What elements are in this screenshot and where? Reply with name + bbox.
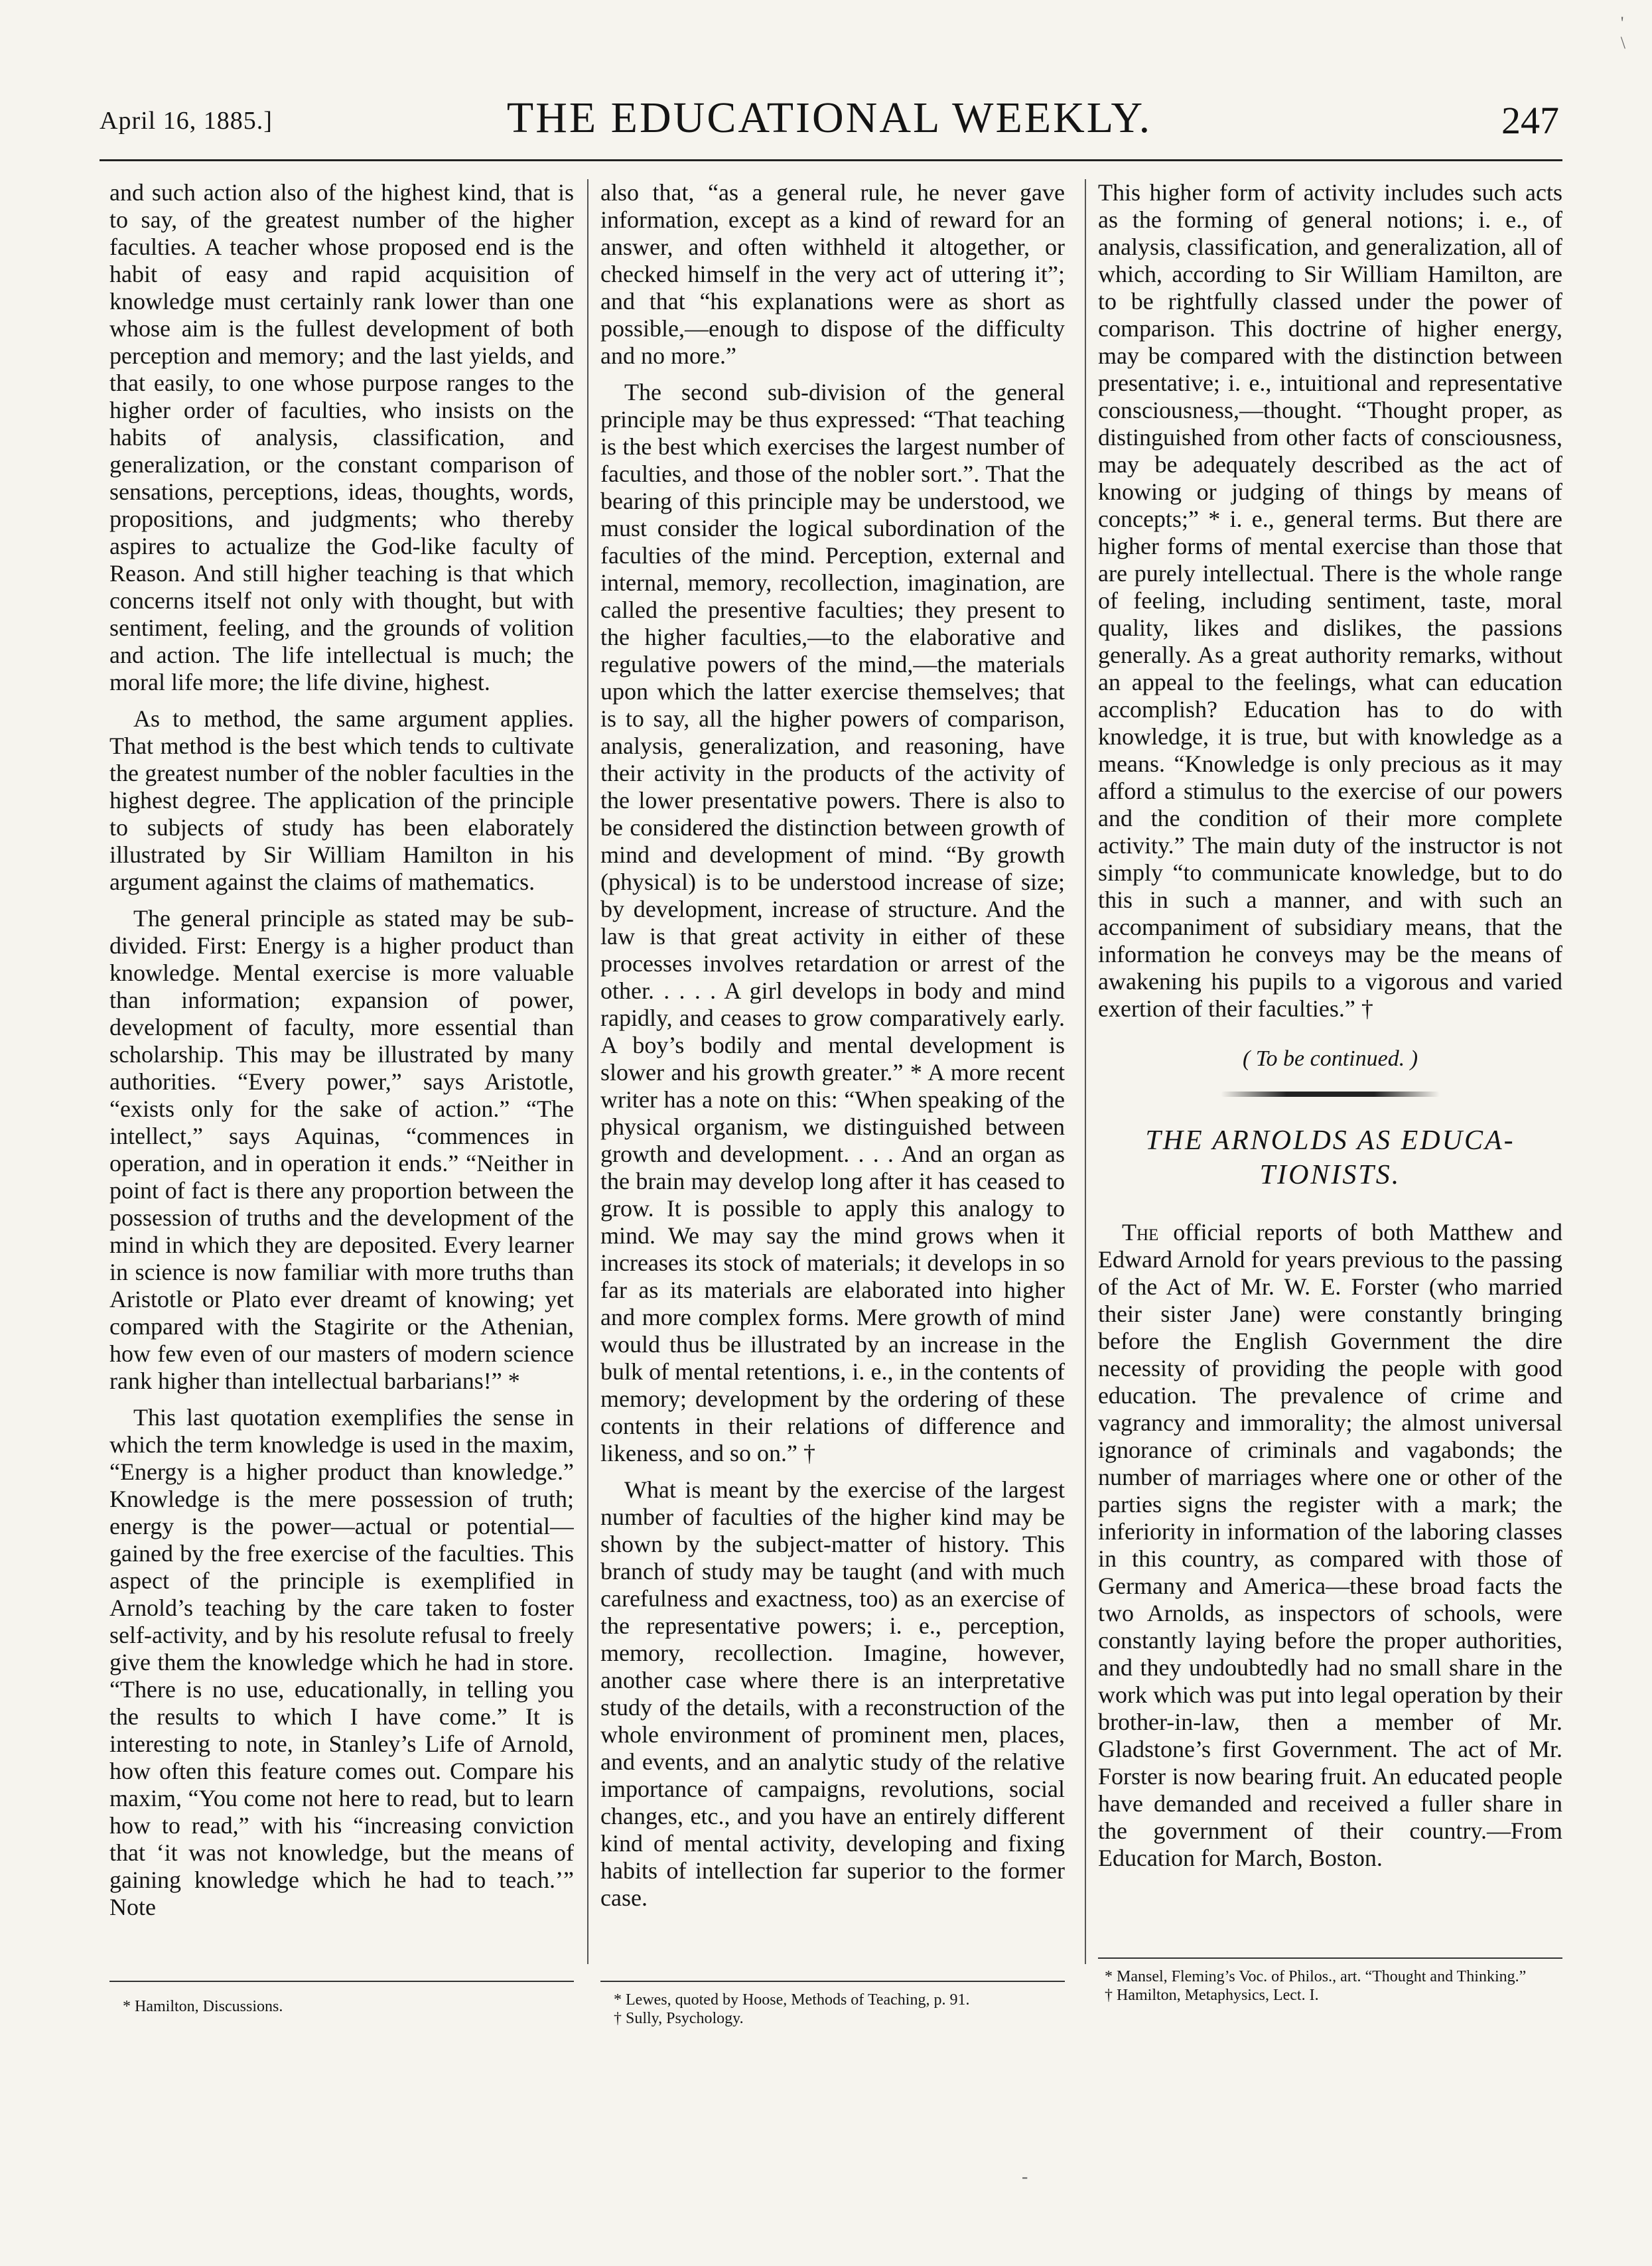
footnotes-col2 — [614, 1991, 969, 2028]
footnotes-col1 — [123, 1997, 283, 2016]
footnote-lewes: * Lewes, quoted by Hoose, Methods of Teaching, p. 91. — [614, 1991, 970, 2009]
article-title-line-2: TIONISTS. — [1259, 1160, 1401, 1190]
col3-paragraph-1: This higher form of activity includes such acts as the forming of general notions; i. e., of analysis, classification, and generalization, all of which, according to Sir William Hamilton, are to be rightfully classed under the power of comparison. This doctrine of higher energy, may be compared with the distinction between presentative; i. e., intuitional and representative consciousness,—thought. “Thought proper, as distinguished from other facts of consciousness, may be adequately described as the act of knowing or judging of things by means of concepts;” * i. e., general terms. But there are higher forms of mental exercise than those that are purely intellectual. There is the whole range of feeling, including sentiment, taste, moral quality, likes and dislikes, the passions generally. As a great authority remarks, without an appeal to the feelings, what can education accomplish? Education has to do with knowledge, it is true, but with knowledge as a means. “Knowledge is only precious as it may afford a stimulus to the exercise of our powers and the condition of their more complete activity.” The main duty of the instructor is not simply “to communicate knowledge, but to do this in such a manner, and with such an accompaniment of subsidiary means, that the information he conveys may be the means of awakening his pupils to a vigorous and varied exertion of their faculties.” † — [1098, 179, 1562, 1022]
column-divider-1 — [587, 179, 588, 1964]
margin-mark: ' \ — [1620, 13, 1625, 52]
col2-paragraph-1: also that, “as a general rule, he never gave information, except as a kind of reward for an answer, and often withheld it altogether, or checked himself in the very act of uttering it”; and that “his explanations were as short as possible,—enough to dispose of the difficulty and no more.” — [600, 179, 1065, 369]
footnote-rule-3 — [1098, 1957, 1562, 1959]
col1-paragraph-3: The general principle as stated may be sub-divided. First: Energy is a higher product than knowledge. Mental exercise is more valuable than information; expansion of power, development of faculty, more essential than scholarship. This may be illustrated by many authorities. “Every power,” says Aristotle, “exists only for the sake of action.” “The intellect,” says Aquinas, “commences in operation, and in operation it ends.” “Neither in point of fact is there any proportion between the possession of truths and the development of the mind in which they are deposited. Every learner in science is now familiar with more truths than Aristotle or Plato ever dreamt of knowing; yet compared with the Stagirite or the Athenian, how few even of our masters of modern science rank higher than intellectual barbarians!” * — [109, 905, 574, 1394]
footnote-rule-1 — [109, 1981, 574, 1982]
column-2 — [600, 179, 1065, 2236]
issue-date: April 16, 1885.] — [100, 107, 273, 135]
footnote-hamilton-discussions: * Hamilton, Discussions. — [123, 1998, 283, 2015]
col2-paragraph-2: The second sub-division of the general principle may be thus expressed: “That teaching is the best which exercises the largest number of faculties, and those of the nobler sort.”. That the bearing of this principle may be understood, we must consider the logical subordination of the faculties of the mind. Perception, external and internal, memory, recollection, imagination, are called the presentive faculties; they present to the higher faculties,—to the elaborative and regulative powers of the mind,—the materials upon which the latter exercise themselves; that is to say, all the higher powers of comparison, analysis, generalization, and reasoning, have their activity in the products of the activity of the lower presentative powers. There is also to be considered the distinction between growth of mind and development of mind. “By growth (physical) is to be understood increase of size; by development, increase of structure. And the law is that great activity in either of these processes involves retardation or arrest of the other. . . . . A girl develops in body and mind rapidly, and ceases to grow comparatively early. A boy’s bodily and mental development is slower and his growth greater.” * A more recent writer has a note on this: “When speaking of the physical organism, we distinguished between growth and development. . . . And an organ as the brain may develop long after it has ceased to grow. It is possible to apply this analogy to mind. We may say the mind grows when it increases its stock of materials; it develops in so far as its materials are elaborated into higher and more complex forms. Mere growth of mind would thus be illustrated by an increase in the bulk of mental retentions, i. e., in the contents of memory; development by the ordering of these contents in their relations of difference and likeness, and so on.” † — [600, 379, 1065, 1466]
col1-paragraph-4: This last quotation exemplifies the sense in which the term knowledge is used in the maxim, “Energy is a higher product than knowledge.” Knowledge is the mere possession of truth; energy is the power—actual or potential—gained by the free exercise of the faculties. This aspect of the principle is exemplified in Arnold’s teaching by the care taken to foster self-activity, and by his resolute refusal to freely give them the knowledge which he had in store. “There is no use, educationally, in telling you the results to which I have come.” It is interesting to note, in Stanley’s Life of Arnold, how often this feature comes out. Compare his maxim, “You come not here to read, but to learn how to read,” with his “increasing conviction that ‘it was not knowledge, but the means of gaining knowledge which he had to teach.’” Note — [109, 1404, 574, 1920]
footnote-mansel: * Mansel, Fleming’s Voc. of Philos., art. “Thought and Thinking.” — [1105, 1968, 1527, 1985]
footnote-sully: † Sully, Psychology. — [614, 2010, 744, 2027]
ornamental-rule — [1221, 1092, 1440, 1097]
column-3 — [1098, 179, 1562, 2236]
page-bottom-mark: - — [1022, 2166, 1028, 2187]
article-title — [1098, 1123, 1562, 1192]
page-number: 247 — [1501, 99, 1559, 142]
col2-paragraph-3: What is meant by the exercise of the largest number of faculties of the higher kind may be shown by the subject-matter of history. This branch of study may be taught (and with much carefulness and exactness, too) as an exercise of the representative powers; i. e., perception, memory, recollection. Imagine, however, another case where there is an interpretative study of the details, with a reconstruction of the whole environment of prominent men, places, and events, and an analytic study of the relative importance of campaigns, revolutions, social changes, etc., and you have an entirely different kind of mental activity, developing and fixing habits of intellection far superior to the former case. — [600, 1476, 1065, 1911]
article-title-line-1: THE ARNOLDS AS EDUCA- — [1145, 1125, 1515, 1156]
column-1 — [109, 179, 574, 2236]
col1-paragraph-1: and such action also of the highest kind, that is to say, of the greatest number of the higher faculties. A teacher whose proposed end is the habit of easy and rapid acquisition of knowledge must certainly rank lower than one whose aim is the fullest development of both perception and memory; and the last yields, and that easily, to one whose purpose ranges to the higher order of faculties, who insists on the habits of analysis, classification, and generalization, or the constant comparison of sensations, perceptions, ideas, thoughts, words, propositions, and judgments; who thereby aspires to actualize the God-like faculty of Reason. And still higher teaching is that which concerns itself not only with thought, but with sentiment, feeling, and the grounds of volition and action. The life intellectual is much; the moral life more; the life divine, highest. — [109, 179, 574, 695]
footnote-hamilton-metaphysics: † Hamilton, Metaphysics, Lect. I. — [1105, 1987, 1319, 2004]
column-divider-2 — [1085, 179, 1086, 1964]
publication-title: THE EDUCATIONAL WEEKLY. — [506, 94, 1152, 142]
header-rule — [100, 159, 1562, 161]
col1-paragraph-2: As to method, the same argument applies. That method is the best which tends to cultivate the greatest number of the nobler faculties in the highest degree. The application of the principle to subjects of study has been elaborately illustrated by Sir William Hamilton in his argument against the claims of mathematics. — [109, 705, 574, 895]
to-be-continued: ( To be continued. ) — [1242, 1046, 1418, 1071]
footnotes-col3 — [1105, 1967, 1562, 2005]
lead-word: The — [1122, 1219, 1159, 1245]
col3-paragraph-2-text: official reports of both Matthew and Edward Arnold for years previous to the passing of the Act of Mr. W. E. Forster (who married their sister Jane) were constantly bringing before the English Government the dire necessity of providing the people with good education. The prevalence of crime and vagrancy and immorality; the almost universal ignorance of criminals and vagabonds; the number of marriages where one or other of the parties signs the register with a mark; the inferiority in information of the laboring classes in this country, as compared with those of Germany and America—these broad facts the two Arnolds, as inspectors of schools, were constantly laying before the proper authorities, and they undoubtedly had no small share in the work which was put into legal operation by their brother-in-law, then a member of Mr. Gladstone’s first Government. The act of Mr. Forster is now bearing fruit. An educated people have demanded and received a fuller share in the government of their country.—From Education for March, Boston. — [1098, 1219, 1562, 1871]
footnote-rule-2 — [600, 1981, 1065, 1982]
col3-paragraph-2 — [1098, 1219, 1562, 1872]
page-header — [100, 86, 1559, 153]
